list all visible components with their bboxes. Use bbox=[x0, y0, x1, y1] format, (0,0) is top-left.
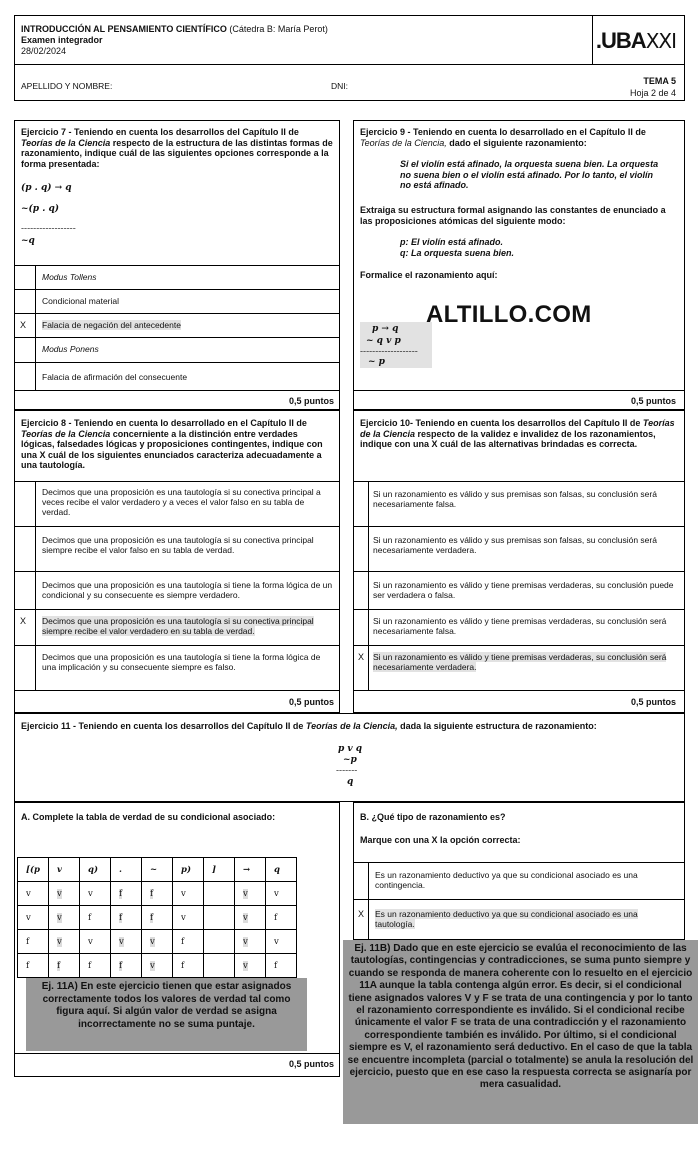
ex9-answer-premise-1: p → q bbox=[372, 324, 399, 334]
ex10-option-5-mark[interactable]: X bbox=[358, 652, 365, 662]
divider bbox=[14, 481, 340, 482]
divider bbox=[14, 690, 340, 691]
ex9-q-definition: q: La orquesta suena bien. bbox=[400, 248, 515, 258]
ex7-option-3[interactable]: Falacia de negación del antecedente bbox=[42, 320, 181, 330]
exercise-10-title: Ejercicio 10- Teniendo en cuenta los desarrollos del Capítulo II de Teorías de la Ciencia respecto de la validez e invalidez de los razonamientos, indique con una X cuál de las alternativas brindadas es correcta. bbox=[360, 418, 675, 449]
ex8-option-5[interactable]: Decimos que una proposición es una tautología si tiene la forma lógica de una implicación y su consecuente siempre es falso. bbox=[42, 652, 321, 672]
table-row: f f f f v f v f bbox=[18, 954, 297, 978]
ex9-p-definition: p: El violín está afinado. bbox=[400, 237, 504, 247]
ex7-conclusion: ~q bbox=[21, 236, 35, 246]
divider bbox=[353, 862, 685, 863]
watermark: ALTILLO.COM bbox=[426, 301, 592, 328]
ex9-answer-separator: ------------------- bbox=[360, 347, 418, 357]
ex10-points: 0,5 puntos bbox=[630, 697, 676, 707]
divider bbox=[14, 337, 340, 338]
ex7-option-5[interactable]: Falacia de afirmación del consecuente bbox=[42, 372, 188, 382]
truth-table bbox=[17, 857, 297, 978]
ex11-conclusion: q bbox=[347, 777, 354, 787]
exam-header bbox=[14, 15, 685, 101]
truth-table-header: [(p v q) . ~ p) ] → q bbox=[18, 858, 297, 882]
divider bbox=[14, 609, 340, 610]
divider bbox=[35, 481, 36, 690]
ex8-option-2[interactable]: Decimos que una proposición es una tautología si su conectiva principal siempre recibe el valor falso en su tabla de verdad. bbox=[42, 535, 314, 555]
divider bbox=[353, 571, 685, 572]
ex11-separator: ------- bbox=[336, 766, 358, 776]
divider bbox=[14, 289, 340, 290]
tema-label: TEMA 5 bbox=[643, 76, 676, 86]
divider bbox=[353, 481, 685, 482]
divider bbox=[14, 390, 340, 391]
exercise-7-title: Ejercicio 7 - Teniendo en cuenta los desarrollos del Capítulo II de Teorías de la Ciencia respecto de la estructura de las distintas formas de razonamiento, indique cuál de las siguientes opciones corresponde a la forma presentada: bbox=[21, 127, 333, 169]
grading-note-11b: Ej. 11B) Dado que en este ejercicio se evalúa el reconocimiento de las tautologías, contingencias y contradicciones, se suma punto siempre y cuando se responda de manera coherente con lo resuelto en el ejercicio 11A aunque la tabla contenga algún error. Es decir, si el condicional tiene asignados valores V y F se trata de una contingencia y por lo tanto el razonamiento correspondiente es inválido. Si el condicional recibe únicamente el valor F se trata de una contradicción y el razonamiento correspondiente también es inválido. Por último, si el condicional siempre es V, el razonamiento será deductivo. En el caso de que la tabla se encuentre incompleta (parcial o totalmente) se anula la resolución del ejercicio, puesto que en ese caso la respuesta correcta se asignaría por mera casualidad. bbox=[343, 940, 698, 1124]
course-title: INTRODUCCIÓN AL PENSAMIENTO CIENTÍFICO bbox=[21, 24, 227, 34]
ex7-option-1[interactable]: Modus Tollens bbox=[42, 272, 97, 282]
table-row: v v v f f v v v bbox=[18, 882, 297, 906]
divider bbox=[14, 362, 340, 363]
ex10-option-4[interactable]: Si un razonamiento es válido y tiene premisas verdaderas, su conclusión será necesariamente falsa. bbox=[373, 616, 667, 636]
divider bbox=[14, 645, 340, 646]
exam-name: Examen integrador bbox=[21, 35, 103, 45]
divider bbox=[353, 390, 685, 391]
ex8-option-4[interactable]: Decimos que una proposición es una tautología si su conectiva principal siempre recibe el valor verdadero en su tabla de verdad. bbox=[42, 616, 314, 636]
ex8-option-3[interactable]: Decimos que una proposición es una tautología si tiene la forma lógica de un condicional y su consecuente es siempre verdadero. bbox=[42, 580, 333, 600]
ex11b-title: B. ¿Qué tipo de razonamiento es? bbox=[360, 812, 506, 822]
tema-info bbox=[630, 75, 676, 99]
exercise-8-title: Ejercicio 8 - Teniendo en cuenta lo desarrollado en el Capítulo II de Teorías de la Ciencia concerniente a la distinción entre verdades lógicas, falsedades lógicas y proposiciones contingentes, indique con una X cuál de los siguientes enunciados caracteriza adecuadamente a una tautología. bbox=[21, 418, 323, 470]
ex10-option-1[interactable]: Si un razonamiento es válido y sus premisas son falsas, su conclusión será necesariamente falsa. bbox=[373, 489, 657, 509]
ex10-option-2[interactable]: Si un razonamiento es válido y sus premisas son falsas, su conclusión será necesariamente verdadera. bbox=[373, 535, 657, 555]
ex9-answer-premise-2: ~ q v p bbox=[366, 336, 401, 346]
table-row: v v f f f v v f bbox=[18, 906, 297, 930]
exercise-11-title: Ejercicio 11 - Teniendo en cuenta los desarrollos del Capítulo II de Teorías de la Ciencia, dada la siguiente estructura de razonamiento: bbox=[21, 721, 597, 731]
ex10-option-5[interactable]: Si un razonamiento es válido y tiene premisas verdaderas, su conclusión será necesariamente verdadera. bbox=[373, 652, 667, 672]
header-bottom-row bbox=[15, 65, 684, 102]
uba-logo: .UBAXXI bbox=[595, 28, 676, 53]
ex10-option-3[interactable]: Si un razonamiento es válido y tiene premisas verdaderas, su conclusión puede ser verdadera o falsa. bbox=[373, 580, 674, 600]
divider bbox=[368, 862, 369, 940]
ex7-separator: ------------------ bbox=[21, 224, 76, 234]
ex9-answer-conclusion: ~ p bbox=[368, 357, 385, 367]
ex7-premise-2: ~(p . q) bbox=[21, 204, 60, 214]
ex7-option-4[interactable]: Modus Ponens bbox=[42, 344, 99, 354]
ex8-points: 0,5 puntos bbox=[288, 697, 334, 707]
grading-note-11a: Ej. 11A) En este ejercicio tienen que estar asignados correctamente todos los valores de verdad tal como figura aquí. Si algún valor de verdad se asigna incorrectamente no se suma puntaje. bbox=[26, 978, 307, 1051]
ex7-option-3-mark[interactable]: X bbox=[20, 320, 27, 330]
header-titles bbox=[21, 24, 328, 57]
ex9-argument: Si el violín está afinado, la orquesta suena bien. La orquesta no suena bien o el violín está afinado. Por lo tanto, el violín no está afinado. bbox=[400, 159, 659, 190]
ex11a-points: 0,5 puntos bbox=[288, 1059, 334, 1069]
divider bbox=[353, 899, 685, 900]
ex8-option-1[interactable]: Decimos que una proposición es una tautología si su conectiva principal a veces recibe el valor verdadero y a veces el valor falso en su tabla de verdad. bbox=[42, 487, 321, 517]
apellido-label: APELLIDO Y NOMBRE: bbox=[21, 81, 113, 91]
table-row: f v v v v f v v bbox=[18, 930, 297, 954]
ex11b-option-1[interactable]: Es un razonamiento deductivo ya que su condicional asociado es una contingencia. bbox=[375, 870, 638, 890]
divider bbox=[353, 645, 685, 646]
ex9-points: 0,5 puntos bbox=[630, 396, 676, 406]
ex7-option-2[interactable]: Condicional material bbox=[42, 296, 120, 306]
ex11-premise-1: p v q bbox=[338, 744, 363, 754]
ex11b-instruction: Marque con una X la opción correcta: bbox=[360, 835, 521, 845]
divider bbox=[353, 690, 685, 691]
exam-date: 28/02/2024 bbox=[21, 46, 67, 56]
ex8-option-4-mark[interactable]: X bbox=[20, 616, 27, 626]
dni-label: DNI: bbox=[331, 81, 348, 91]
divider bbox=[14, 265, 340, 266]
divider bbox=[353, 526, 685, 527]
divider bbox=[353, 609, 685, 610]
divider bbox=[14, 571, 340, 572]
header-top-row bbox=[15, 16, 684, 65]
divider bbox=[14, 313, 340, 314]
hoja-label: Hoja 2 de 4 bbox=[629, 88, 676, 98]
ex11b-option-2-mark[interactable]: X bbox=[358, 909, 365, 919]
divider bbox=[14, 1053, 340, 1054]
logo-box bbox=[592, 16, 684, 65]
exercise-9-title: Ejercicio 9 - Teniendo en cuenta lo desarrollado en el Capítulo II de Teorías de la Ciencia, dado el siguiente razonamiento: bbox=[360, 127, 646, 148]
ex7-points: 0,5 puntos bbox=[288, 396, 334, 406]
divider bbox=[368, 481, 369, 690]
divider bbox=[14, 526, 340, 527]
ex9-formalize-label: Formalice el razonamiento aquí: bbox=[360, 270, 498, 280]
ex7-premise-1: (p . q) → q bbox=[21, 183, 72, 193]
ex11b-option-2[interactable]: Es un razonamiento deductivo ya que su condicional asociado es una tautología. bbox=[375, 909, 638, 929]
ex11-premise-2: ~p bbox=[343, 755, 357, 765]
chair-name: (Cátedra B: María Perot) bbox=[229, 24, 328, 34]
divider bbox=[35, 265, 36, 390]
ex11a-title: A. Complete la tabla de verdad de su condicional asociado: bbox=[21, 812, 276, 822]
ex9-instruction: Extraiga su estructura formal asignando las constantes de enunciado a las proposiciones atómicas del siguiente modo: bbox=[360, 205, 666, 226]
